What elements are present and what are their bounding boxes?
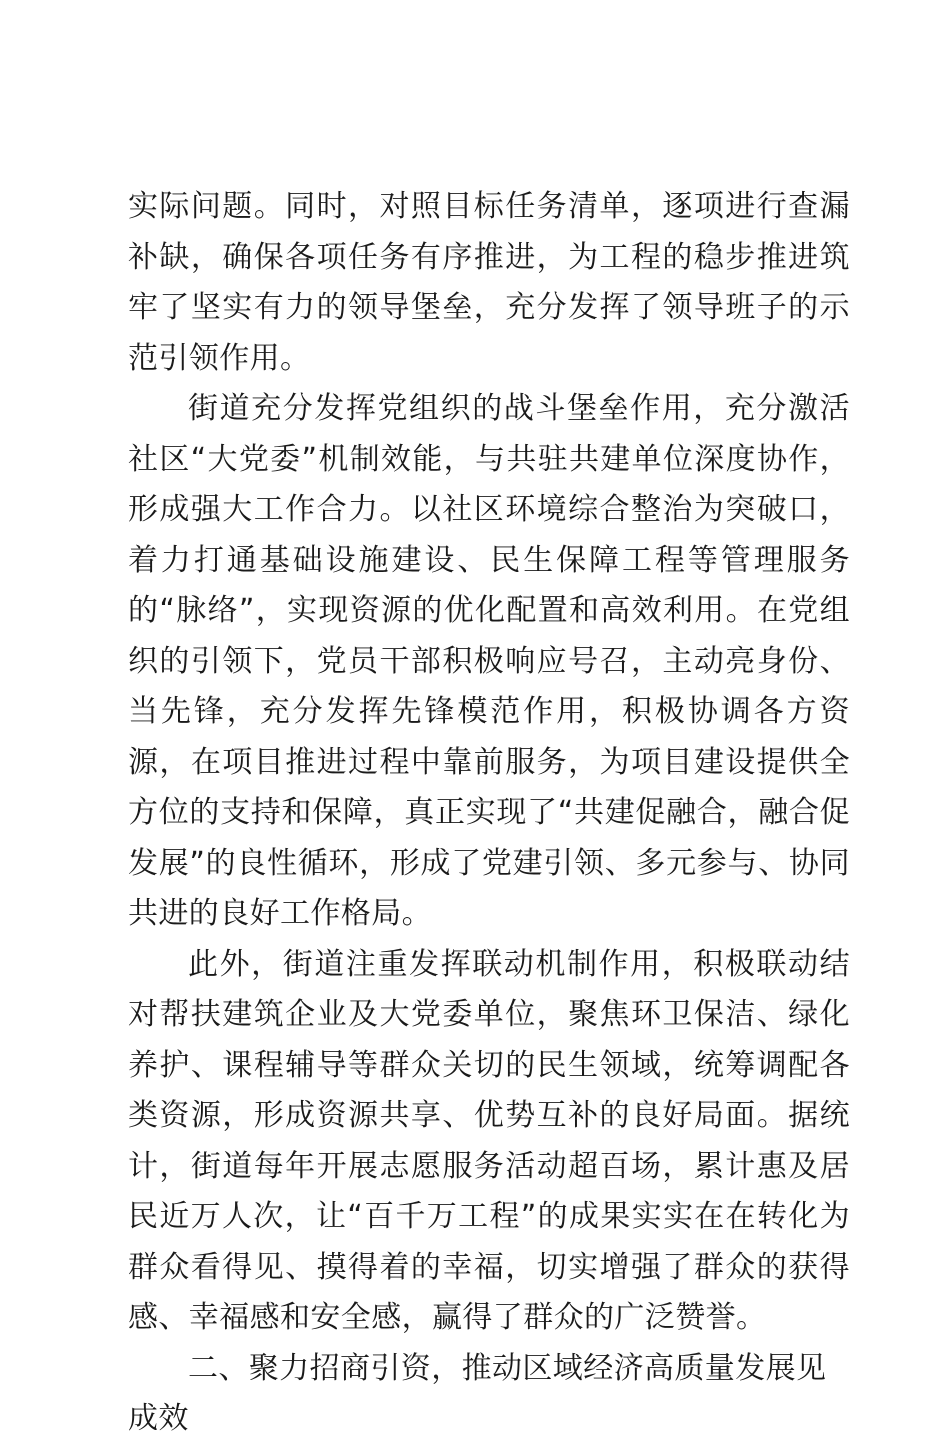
document-body <box>128 182 850 1445</box>
paragraph-linkage-mechanism: 此外，街道注重发挥联动机制作用，积极联动结对帮扶建筑企业及大党委单位，聚焦环卫保洁、绿化养护、课程辅导等群众关切的民生领域，统筹调配各类资源，形成资源共享、优势互补的良好局面。据统计，街道每年开展志愿服务活动超百场，累计惠及居民近万人次，让“百千万工程”的成果实实在在转化为群众看得见、摸得着的幸福，切实增强了群众的获得感、幸福感和安全感，赢得了群众的广泛赞誉。 <box>128 946 850 1335</box>
section-heading: 二、聚力招商引资，推动区域经济高质量发展见成效 <box>128 1350 827 1436</box>
paragraph-continuation: 实际问题。同时，对照目标任务清单，逐项进行查漏补缺，确保各项任务有序推进，为工程的稳步推进筑牢了坚实有力的领导堡垒，充分发挥了领导班子的示范引领作用。 <box>128 189 850 376</box>
paragraph-party-organization: 街道充分发挥党组织的战斗堡垒作用，充分激活社区“大党委”机制效能，与共驻共建单位深度协作，形成强大工作合力。以社区环境综合整治为突破口，着力打通基础设施建设、民生保障工程等管理服务的“脉络”，实现资源的优化配置和高效利用。在党组织的引领下，党员干部积极响应号召，主动亮身份、当先锋，充分发挥先锋模范作用，积极协调各方资源，在项目推进过程中靠前服务，为项目建设提供全方位的支持和保障，真正实现了“共建促融合，融合促发展”的良性循环，形成了党建引领、多元参与、协同共进的良好工作格局。 <box>128 391 850 931</box>
